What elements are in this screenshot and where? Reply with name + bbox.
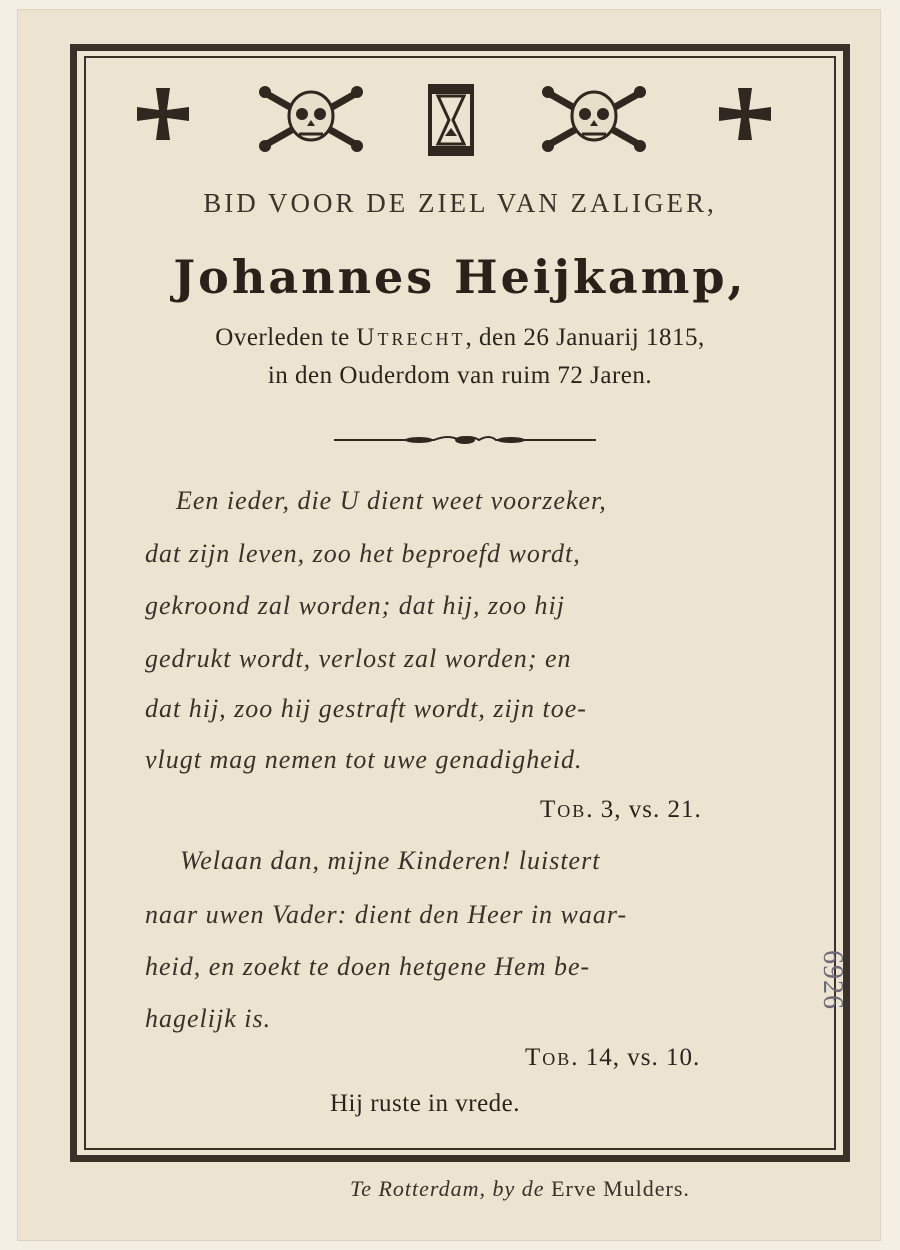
- verse-line: gedrukt wordt, verlost zal worden; en: [145, 644, 572, 673]
- ornament-row: [120, 84, 800, 164]
- closing-line: Hij ruste in vrede.: [330, 1090, 521, 1117]
- death-line: [90, 324, 830, 352]
- printer-prefix: Te Rotterdam, by de: [350, 1176, 545, 1201]
- verse-line: gekroond zal worden; dat hij, zoo hij: [145, 591, 566, 620]
- verse-line: Welaan dan, mijne Kinderen! luistert: [180, 846, 601, 875]
- skull-crossbones-icon: [255, 84, 367, 154]
- died-prefix: Overleden te: [215, 324, 350, 351]
- died-suffix: , den 26 Januarij 1815,: [465, 324, 705, 351]
- verse-line: dat hij, zoo hij gestraft wordt, zijn toe-: [145, 694, 587, 723]
- ref-book: Tob: [540, 796, 587, 823]
- deceased-name: Johannes Heijkamp,: [173, 250, 747, 304]
- verse-line: dat zijn leven, zoo het beproefd wordt,: [145, 539, 581, 568]
- hourglass-icon: [428, 84, 474, 156]
- skull-crossbones-icon: [538, 84, 650, 154]
- age-line: in den Ouderdom van ruim 72 Jaren.: [267, 362, 653, 389]
- divider-ornament: [334, 430, 596, 450]
- heading: BID VOOR DE ZIEL VAN ZALIGER,: [203, 188, 717, 218]
- cross-pattee-icon: [712, 84, 778, 150]
- verse-line: naar uwen Vader: dient den Heer in waar-: [145, 900, 628, 929]
- handwritten-annotation: 6926: [817, 950, 848, 1010]
- verse-line: Een ieder, die U dient weet voorzeker,: [176, 486, 607, 515]
- printer-imprint: [350, 1176, 690, 1202]
- cross-pattee-icon: [130, 84, 196, 150]
- died-place: Utrecht: [356, 324, 466, 351]
- verse-line: heid, en zoekt te doen hetgene Hem be-: [145, 952, 591, 981]
- ref-book: Tob: [525, 1044, 572, 1071]
- scripture-reference: [540, 796, 702, 824]
- verse-line: hagelijk is.: [145, 1004, 272, 1033]
- scripture-reference: [525, 1044, 700, 1072]
- verse-line: vlugt mag nemen tot uwe genadigheid.: [145, 745, 583, 774]
- printer-name: Erve Mulders.: [551, 1176, 690, 1201]
- ref-rest: . 14, vs. 10.: [571, 1044, 701, 1071]
- ref-rest: . 3, vs. 21.: [586, 796, 702, 823]
